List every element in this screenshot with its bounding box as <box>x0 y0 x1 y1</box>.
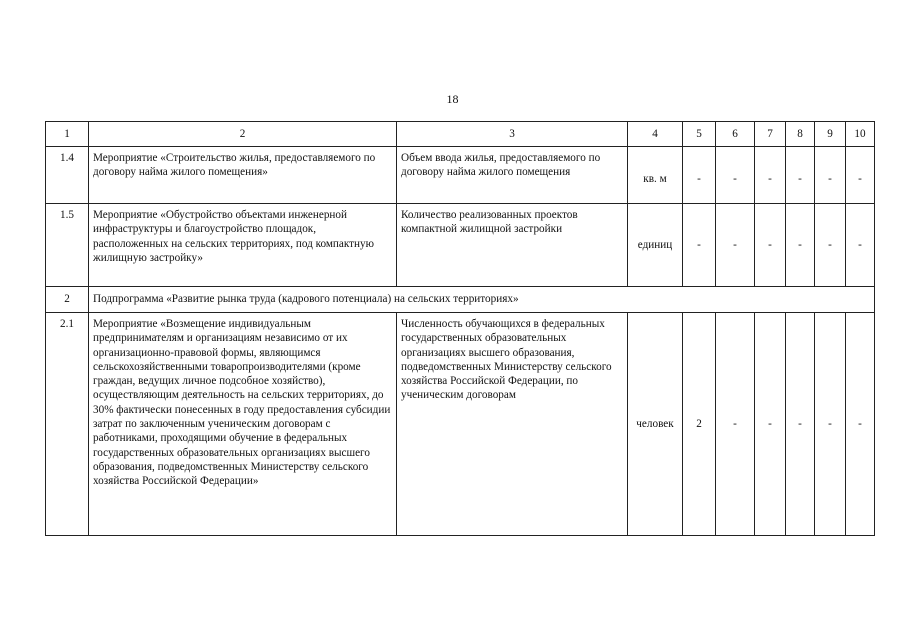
measure-cell: Мероприятие «Строительство жилья, предоставляемого по договору найма жилого помещения» <box>89 147 397 204</box>
header-col-6: 6 <box>716 122 755 147</box>
row-number: 1.4 <box>46 147 89 204</box>
value-cell: - <box>815 204 846 287</box>
value-cell: - <box>683 204 716 287</box>
subprogram-title: Подпрограмма «Развитие рынка труда (кадрового потенциала) на сельских территориях» <box>89 287 875 313</box>
unit-cell: кв. м <box>628 147 683 204</box>
header-col-9: 9 <box>815 122 846 147</box>
measure-cell: Мероприятие «Возмещение индивидуальным предпринимателям и организациям независимо от их организационно-правовой формы, являющимся сельскохозяйственными товаропроизводителями (кроме граждан, ведущих личное подсобное хозяйство), осуществляющим деятельность на сельских территориях, до 30% фактически понесенных в году предоставления субсидии затрат по заключенным ученическим договорам с работниками, проходящими обучение в федеральных государственных образовательных организациях высшего образования, подведомственных Министерству сельского хозяйства Российской Федерации» <box>89 313 397 536</box>
measure-cell: Мероприятие «Обустройство объектами инженерной инфраструктуры и благоустройство площадок, расположенных на сельских территориях, под компактную жилищную застройку» <box>89 204 397 287</box>
value-cell: - <box>786 147 815 204</box>
value-cell: - <box>716 147 755 204</box>
header-col-3: 3 <box>397 122 628 147</box>
header-col-5: 5 <box>683 122 716 147</box>
header-col-7: 7 <box>755 122 786 147</box>
value-cell: - <box>716 313 755 536</box>
value-cell: - <box>786 204 815 287</box>
header-col-2: 2 <box>89 122 397 147</box>
value-cell: - <box>755 147 786 204</box>
page-number: 18 <box>446 92 459 106</box>
header-col-8: 8 <box>786 122 815 147</box>
value-cell: - <box>786 313 815 536</box>
value-cell: - <box>716 204 755 287</box>
table-row <box>46 313 875 536</box>
table-row <box>46 147 875 204</box>
header-col-4: 4 <box>628 122 683 147</box>
value-cell: 2 <box>683 313 716 536</box>
unit-cell: человек <box>628 313 683 536</box>
indicator-cell: Объем ввода жилья, предоставляемого по договору найма жилого помещения <box>397 147 628 204</box>
indicator-cell: Количество реализованных проектов компактной жилищной застройки <box>397 204 628 287</box>
value-cell: - <box>815 313 846 536</box>
value-cell: - <box>815 147 846 204</box>
row-number: 1.5 <box>46 204 89 287</box>
row-number: 2 <box>46 287 89 313</box>
table-row <box>46 204 875 287</box>
subprogram-row <box>46 287 875 313</box>
header-row <box>46 122 875 147</box>
value-cell: - <box>755 313 786 536</box>
header-col-10: 10 <box>846 122 875 147</box>
indicators-table <box>45 121 875 536</box>
value-cell: - <box>755 204 786 287</box>
value-cell: - <box>683 147 716 204</box>
unit-cell: единиц <box>628 204 683 287</box>
value-cell: - <box>846 204 875 287</box>
value-cell: - <box>846 313 875 536</box>
indicator-cell: Численность обучающихся в федеральных государственных образовательных организациях высшего образования, подведомственных Министерству сельского хозяйства Российской Федерации, по ученическим договорам <box>397 313 628 536</box>
header-col-1: 1 <box>46 122 89 147</box>
value-cell: - <box>846 147 875 204</box>
row-number: 2.1 <box>46 313 89 536</box>
